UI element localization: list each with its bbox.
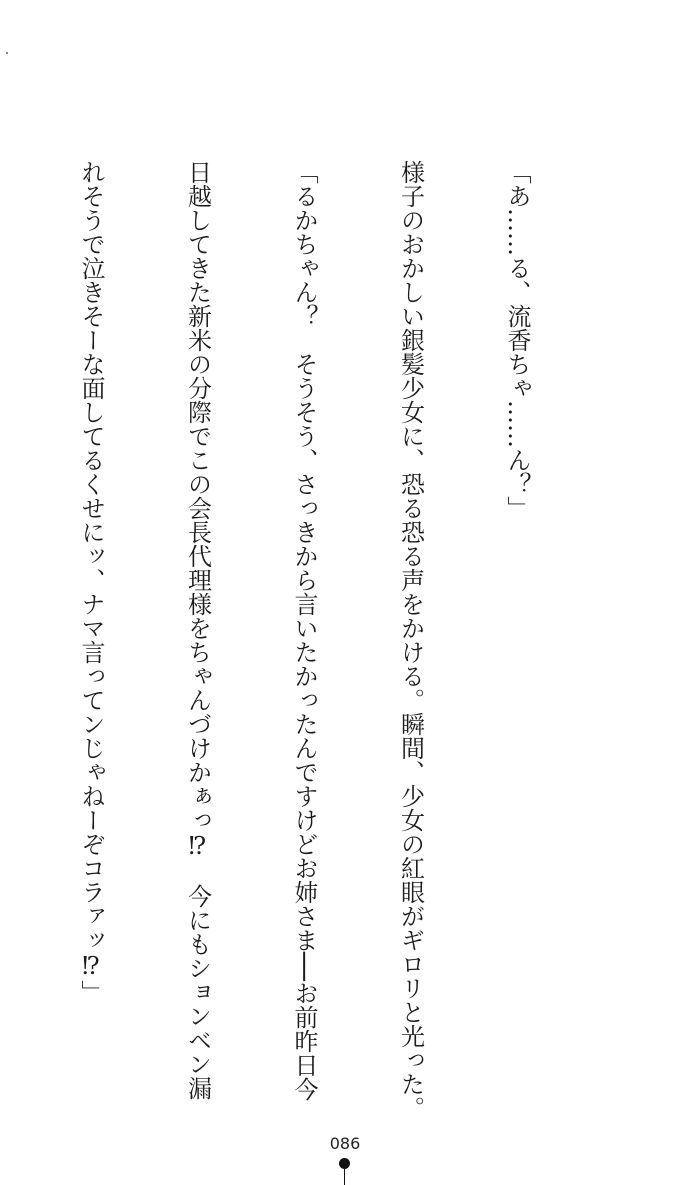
page-marker-line — [344, 1169, 345, 1185]
scan-mark — [6, 52, 8, 54]
page-number: 086 — [329, 1134, 361, 1153]
text-line: れそうで泣きそーな面してるくせにッ、ナマ言ってンじゃねーぞコラァッ⁉」 — [77, 160, 105, 1004]
text-line — [0, 160, 2, 1010]
text-line: 様子のおかしい銀髪少女に、恐る恐る声をかける。瞬間、少女の紅眼がギロリと光った。 — [396, 160, 425, 1120]
text-line: 「るかちゃん？ そうそう、さっきから言いたかったんですけどお姉さま──お前昨日今 — [290, 160, 318, 1101]
text-line: 「あ……る、流香ちゃ……ん？」 — [503, 160, 531, 520]
page-marker-dot-icon — [339, 1158, 350, 1169]
text-line: 日越してきた新米の分際でこの会長代理様をちゃんづけかぁっ⁉ 今にもションベン漏 — [183, 160, 212, 1100]
vertical-text-body — [0, 160, 605, 1120]
